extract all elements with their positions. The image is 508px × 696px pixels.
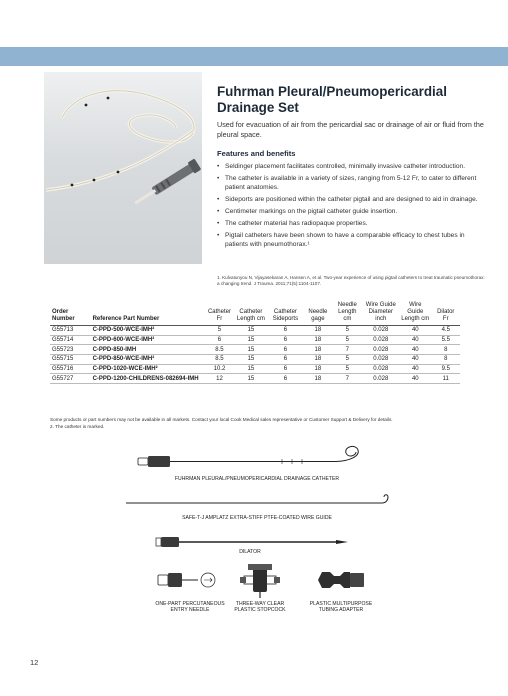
table-cell: 0.028 [363,345,400,355]
col-header-wire-length: Wire Guide Length cm [401,302,430,322]
col-header-needle-gage: Needle gage [308,309,328,322]
table-cell: 6 [267,335,304,345]
table-cell: 12 [204,374,234,384]
table-cell: 18 [304,374,332,384]
table-cell: 15 [235,355,267,365]
table-cell: 8.5 [204,355,234,365]
table-cell: 15 [235,345,267,355]
col-header-reference: Reference Part Number [92,316,160,322]
part-number-cell: C-PPD-1020-WCE-IMH² [91,364,205,374]
dilator-drawing [156,537,348,547]
feature-item: • The catheter material has radiopaque properties. [217,220,487,229]
table-cell: 18 [304,345,332,355]
table-cell: 5.5 [432,335,460,345]
table-cell: 0.028 [363,335,400,345]
feature-item: • The catheter is available in a variety of sizes, ranging from 5-12 Fr, to cater to different patient anatomies. [217,175,487,192]
table-cell: 6 [267,364,304,374]
table-cell: 40 [399,364,431,374]
table-cell: 10.2 [204,364,234,374]
product-description: Used for evacuation of air from the pericardial sac or drainage of air or fluid from the pleural space. [217,120,484,139]
table-cell: 6 [267,345,304,355]
col-header-catheter-length: Catheter Length cm [236,309,265,322]
availability-note: Some products or part numbers may not be available in all markets. Contact your local Cook Medical sales representative or Customer Support & Delivery for details. [50,417,393,422]
wire-guide-label: SAFE-T-J AMPLATZ EXTRA-STIFF PTFE-COATED WIRE GUIDE [182,515,332,521]
table-cell: 40 [399,345,431,355]
part-number-cell: C-PPD-1200-CHILDRENS-082694-IMH [91,374,205,384]
part-number-cell: C-PPD-600-WCE-IMH² [91,335,205,345]
col-header-order: Order Number [52,309,75,322]
needle-label: ONE-PART PERCUTANEOUS ENTRY NEEDLE [155,601,225,614]
table-cell: 15 [235,326,267,336]
table-cell: 5 [332,355,362,365]
wire-guide-drawing [126,495,388,503]
order-number-cell: G55716 [50,364,91,374]
adapter-label: PLASTIC MULTIPURPOSE TUBING ADAPTER [309,601,373,614]
stopcock-drawing [240,564,280,598]
table-cell: 40 [399,335,431,345]
table-cell: 15 [235,335,267,345]
table-cell: 6 [267,326,304,336]
part-number-cell: C-PPD-500-WCE-IMH² [91,326,205,336]
table-cell: 7 [332,374,362,384]
table-cell: 0.028 [363,326,400,336]
table-cell: 8 [432,355,460,365]
feature-item: • Seldinger placement facilitates controlled, minimally invasive catheter introduction. [217,163,487,172]
table-cell: 4.5 [432,326,460,336]
table-cell: 0.028 [363,374,400,384]
table-cell: 8 [432,345,460,355]
table-cell: 0.028 [363,364,400,374]
col-header-catheter-fr: Catheter Fr [207,309,231,322]
order-number-cell: G55714 [50,335,91,345]
tubing-adapter-drawing [318,572,364,588]
order-number-cell: G55713 [50,326,91,336]
table-cell: 15 [235,374,267,384]
product-title: Fuhrman Pleural/Pneumopericardial Drainage Set [217,84,447,115]
table-cell: 9.5 [432,364,460,374]
table-cell: 5 [204,326,234,336]
table-cell: 7 [332,345,362,355]
col-header-sideports: Catheter Sideports [272,309,299,322]
features-heading: Features and benefits [217,149,296,158]
feature-item: • Sideports are positioned within the catheter pigtail and are designed to aid in drainage. [217,196,487,205]
table-cell: 15 [235,364,267,374]
order-number-cell: G55723 [50,345,91,355]
col-header-wire-diameter: Wire Guide Diameter inch [365,302,396,322]
needle-drawing [158,573,215,587]
table-cell: 18 [304,335,332,345]
reference-footnote: 1. Kulvatunyou N, Vijayasekaran A, Hansen A, et al. Two-year experience of using pigtail catheters to treat traumatic pneumothorax: a changing trend. J Trauma. 2011;71(5):1104-1107. [217,275,485,286]
feature-item: • Pigtail catheters have been shown to have a comparable efficacy to chest tubes in patients with pneumothorax.¹ [217,232,487,249]
dilator-label: DILATOR [239,549,261,555]
part-number-cell: C-PPD-850-IMH [91,345,205,355]
table-cell: 6 [204,335,234,345]
catheter-drawing [138,446,358,467]
table-cell: 40 [399,355,431,365]
table-cell: 8.5 [204,345,234,355]
part-number-cell: C-PPD-850-WCE-IMH² [91,355,205,365]
table-cell: 40 [399,374,431,384]
feature-item: • Centimeter markings on the pigtail catheter guide insertion. [217,208,487,217]
table-cell: 6 [267,374,304,384]
table-cell: 18 [304,326,332,336]
table-cell: 18 [304,364,332,374]
catheter-label: FUHRMAN PLEURAL/PNEUMOPERICARDIAL DRAINAGE CATHETER [174,476,340,482]
col-header-needle-length: Needle Length cm [337,302,357,322]
col-header-dilator: Dilator Fr [437,309,455,322]
table-cell: 6 [267,355,304,365]
marked-note: 2. The catheter is marked. [50,423,105,429]
order-number-cell: G55715 [50,355,91,365]
stopcock-label: THREE-WAY CLEAR PLASTIC STOPCOCK [234,601,286,614]
table-cell: 0.028 [363,355,400,365]
table-cell: 40 [399,326,431,336]
table-cell: 11 [432,374,460,384]
table-cell: 5 [332,335,362,345]
table-cell: 5 [332,326,362,336]
table-cell: 18 [304,355,332,365]
order-number-cell: G55727 [50,374,91,384]
table-cell: 5 [332,364,362,374]
page-number: 12 [30,658,39,667]
